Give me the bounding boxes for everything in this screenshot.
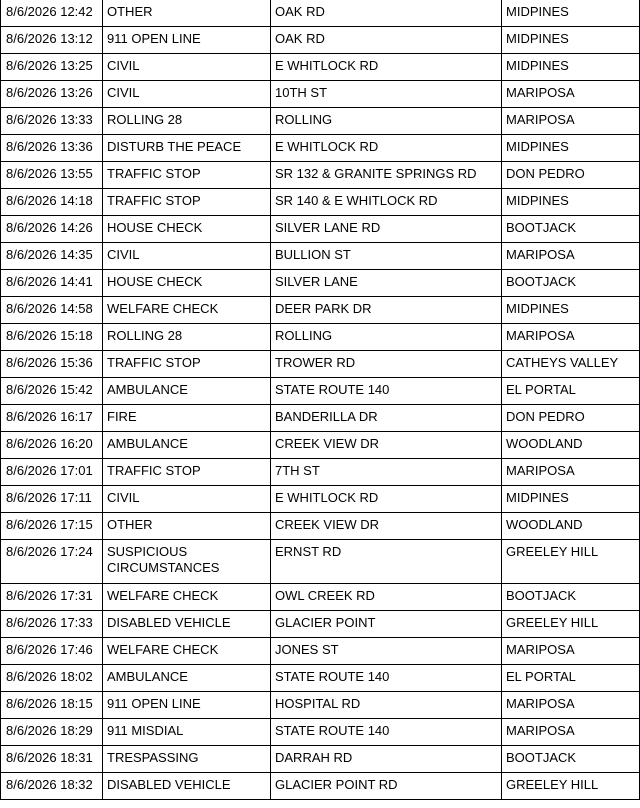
table-row <box>1 665 640 692</box>
cell-location: 7TH ST <box>271 459 502 486</box>
cell-location: GLACIER POINT RD <box>271 773 502 800</box>
cell-call-type: HOUSE CHECK <box>103 270 271 297</box>
cell-area: EL PORTAL <box>502 665 640 692</box>
cell-location: E WHITLOCK RD <box>271 486 502 513</box>
table-row <box>1 162 640 189</box>
cell-call-type: ROLLING 28 <box>103 324 271 351</box>
cell-area: MIDPINES <box>502 486 640 513</box>
cell-datetime: 8/6/2026 14:58 <box>1 297 103 324</box>
cell-location: TROWER RD <box>271 351 502 378</box>
table-row <box>1 297 640 324</box>
cell-datetime: 8/6/2026 15:42 <box>1 378 103 405</box>
cell-datetime: 8/6/2026 13:26 <box>1 81 103 108</box>
cell-datetime: 8/6/2026 16:20 <box>1 432 103 459</box>
table-row <box>1 324 640 351</box>
table-row <box>1 243 640 270</box>
cell-location: STATE ROUTE 140 <box>271 719 502 746</box>
table-row <box>1 351 640 378</box>
cell-datetime: 8/6/2026 18:15 <box>1 692 103 719</box>
cell-area: MARIPOSA <box>502 719 640 746</box>
cell-area: WOODLAND <box>502 432 640 459</box>
table-row <box>1 189 640 216</box>
cell-datetime: 8/6/2026 17:46 <box>1 638 103 665</box>
cell-datetime: 8/6/2026 18:02 <box>1 665 103 692</box>
cell-call-type: FIRE <box>103 405 271 432</box>
cell-area: MARIPOSA <box>502 638 640 665</box>
cell-location: SILVER LANE RD <box>271 216 502 243</box>
cell-datetime: 8/6/2026 18:32 <box>1 773 103 800</box>
table-row <box>1 638 640 665</box>
cell-area: CATHEYS VALLEY <box>502 351 640 378</box>
cell-datetime: 8/6/2026 14:41 <box>1 270 103 297</box>
cell-area: MARIPOSA <box>502 243 640 270</box>
cell-location: DARRAH RD <box>271 746 502 773</box>
cell-call-type: WELFARE CHECK <box>103 297 271 324</box>
cell-call-type: AMBULANCE <box>103 665 271 692</box>
table-row <box>1 611 640 638</box>
cell-area: BOOTJACK <box>502 584 640 611</box>
cell-datetime: 8/6/2026 17:33 <box>1 611 103 638</box>
cell-call-type: DISABLED VEHICLE <box>103 611 271 638</box>
cell-location: STATE ROUTE 140 <box>271 378 502 405</box>
cell-location: ERNST RD <box>271 540 502 584</box>
cell-area: BOOTJACK <box>502 270 640 297</box>
cell-location: 10TH ST <box>271 81 502 108</box>
cell-call-type: WELFARE CHECK <box>103 584 271 611</box>
cell-call-type: TRAFFIC STOP <box>103 351 271 378</box>
cell-area: MARIPOSA <box>502 692 640 719</box>
table-row <box>1 432 640 459</box>
cell-call-type: 911 OPEN LINE <box>103 27 271 54</box>
cell-datetime: 8/6/2026 12:42 <box>1 0 103 27</box>
table-row <box>1 584 640 611</box>
table-row <box>1 513 640 540</box>
cell-call-type: 911 OPEN LINE <box>103 692 271 719</box>
cell-location: SILVER LANE <box>271 270 502 297</box>
cell-call-type: CIVIL <box>103 81 271 108</box>
table-row <box>1 773 640 800</box>
cell-area: GREELEY HILL <box>502 611 640 638</box>
cell-location: HOSPITAL RD <box>271 692 502 719</box>
cell-area: GREELEY HILL <box>502 540 640 584</box>
cell-call-type: TRAFFIC STOP <box>103 162 271 189</box>
cell-datetime: 8/6/2026 17:11 <box>1 486 103 513</box>
cell-call-type: ROLLING 28 <box>103 108 271 135</box>
cell-datetime: 8/6/2026 13:36 <box>1 135 103 162</box>
table-row <box>1 0 640 27</box>
cell-location: OAK RD <box>271 27 502 54</box>
cell-area: BOOTJACK <box>502 746 640 773</box>
cell-area: WOODLAND <box>502 513 640 540</box>
cell-location: DEER PARK DR <box>271 297 502 324</box>
cell-location: OAK RD <box>271 0 502 27</box>
cell-area: MARIPOSA <box>502 108 640 135</box>
call-log-body <box>1 0 640 800</box>
cell-location: E WHITLOCK RD <box>271 135 502 162</box>
cell-datetime: 8/6/2026 18:29 <box>1 719 103 746</box>
cell-area: MARIPOSA <box>502 324 640 351</box>
cell-datetime: 8/6/2026 13:12 <box>1 27 103 54</box>
cell-area: GREELEY HILL <box>502 773 640 800</box>
cell-area: DON PEDRO <box>502 162 640 189</box>
cell-location: OWL CREEK RD <box>271 584 502 611</box>
cell-location: E WHITLOCK RD <box>271 54 502 81</box>
cell-datetime: 8/6/2026 15:18 <box>1 324 103 351</box>
cell-location: ROLLING <box>271 108 502 135</box>
cell-area: MIDPINES <box>502 27 640 54</box>
table-row <box>1 540 640 584</box>
cell-call-type: CIVIL <box>103 486 271 513</box>
cell-datetime: 8/6/2026 18:31 <box>1 746 103 773</box>
cell-call-type: AMBULANCE <box>103 432 271 459</box>
cell-datetime: 8/6/2026 14:18 <box>1 189 103 216</box>
cell-call-type: CIVIL <box>103 243 271 270</box>
cell-area: MIDPINES <box>502 54 640 81</box>
cell-call-type: DISTURB THE PEACE <box>103 135 271 162</box>
cell-datetime: 8/6/2026 13:33 <box>1 108 103 135</box>
cell-area: MARIPOSA <box>502 459 640 486</box>
cell-location: STATE ROUTE 140 <box>271 665 502 692</box>
cell-area: BOOTJACK <box>502 216 640 243</box>
cell-call-type: TRESPASSING <box>103 746 271 773</box>
table-row <box>1 378 640 405</box>
cell-datetime: 8/6/2026 14:35 <box>1 243 103 270</box>
cell-datetime: 8/6/2026 17:24 <box>1 540 103 584</box>
cell-call-type: AMBULANCE <box>103 378 271 405</box>
cell-location: JONES ST <box>271 638 502 665</box>
cell-datetime: 8/6/2026 17:15 <box>1 513 103 540</box>
table-row <box>1 135 640 162</box>
cell-area: EL PORTAL <box>502 378 640 405</box>
cell-call-type: WELFARE CHECK <box>103 638 271 665</box>
cell-call-type: DISABLED VEHICLE <box>103 773 271 800</box>
cell-location: BANDERILLA DR <box>271 405 502 432</box>
cell-area: MIDPINES <box>502 0 640 27</box>
cell-call-type: OTHER <box>103 0 271 27</box>
cell-location: GLACIER POINT <box>271 611 502 638</box>
table-row <box>1 692 640 719</box>
cell-call-type: CIVIL <box>103 54 271 81</box>
cell-area: MIDPINES <box>502 135 640 162</box>
cell-location: ROLLING <box>271 324 502 351</box>
cell-location: CREEK VIEW DR <box>271 432 502 459</box>
cell-datetime: 8/6/2026 13:55 <box>1 162 103 189</box>
table-row <box>1 746 640 773</box>
cell-call-type: 911 MISDIAL <box>103 719 271 746</box>
cell-call-type: TRAFFIC STOP <box>103 459 271 486</box>
table-row <box>1 54 640 81</box>
table-row <box>1 108 640 135</box>
cell-call-type: OTHER <box>103 513 271 540</box>
cell-datetime: 8/6/2026 13:25 <box>1 54 103 81</box>
table-row <box>1 81 640 108</box>
cell-area: MIDPINES <box>502 297 640 324</box>
cell-datetime: 8/6/2026 17:01 <box>1 459 103 486</box>
cell-area: MIDPINES <box>502 189 640 216</box>
cell-call-type: HOUSE CHECK <box>103 216 271 243</box>
cell-area: DON PEDRO <box>502 405 640 432</box>
cell-datetime: 8/6/2026 17:31 <box>1 584 103 611</box>
table-row <box>1 405 640 432</box>
cell-call-type: TRAFFIC STOP <box>103 189 271 216</box>
cell-location: CREEK VIEW DR <box>271 513 502 540</box>
table-row <box>1 27 640 54</box>
cell-location: SR 132 & GRANITE SPRINGS RD <box>271 162 502 189</box>
table-row <box>1 216 640 243</box>
table-row <box>1 459 640 486</box>
table-row <box>1 486 640 513</box>
cell-location: BULLION ST <box>271 243 502 270</box>
cell-area: MARIPOSA <box>502 81 640 108</box>
cell-call-type: SUSPICIOUS CIRCUMSTANCES <box>103 540 271 584</box>
cell-location: SR 140 & E WHITLOCK RD <box>271 189 502 216</box>
cell-datetime: 8/6/2026 14:26 <box>1 216 103 243</box>
cell-datetime: 8/6/2026 16:17 <box>1 405 103 432</box>
table-row <box>1 719 640 746</box>
table-row <box>1 270 640 297</box>
cell-datetime: 8/6/2026 15:36 <box>1 351 103 378</box>
